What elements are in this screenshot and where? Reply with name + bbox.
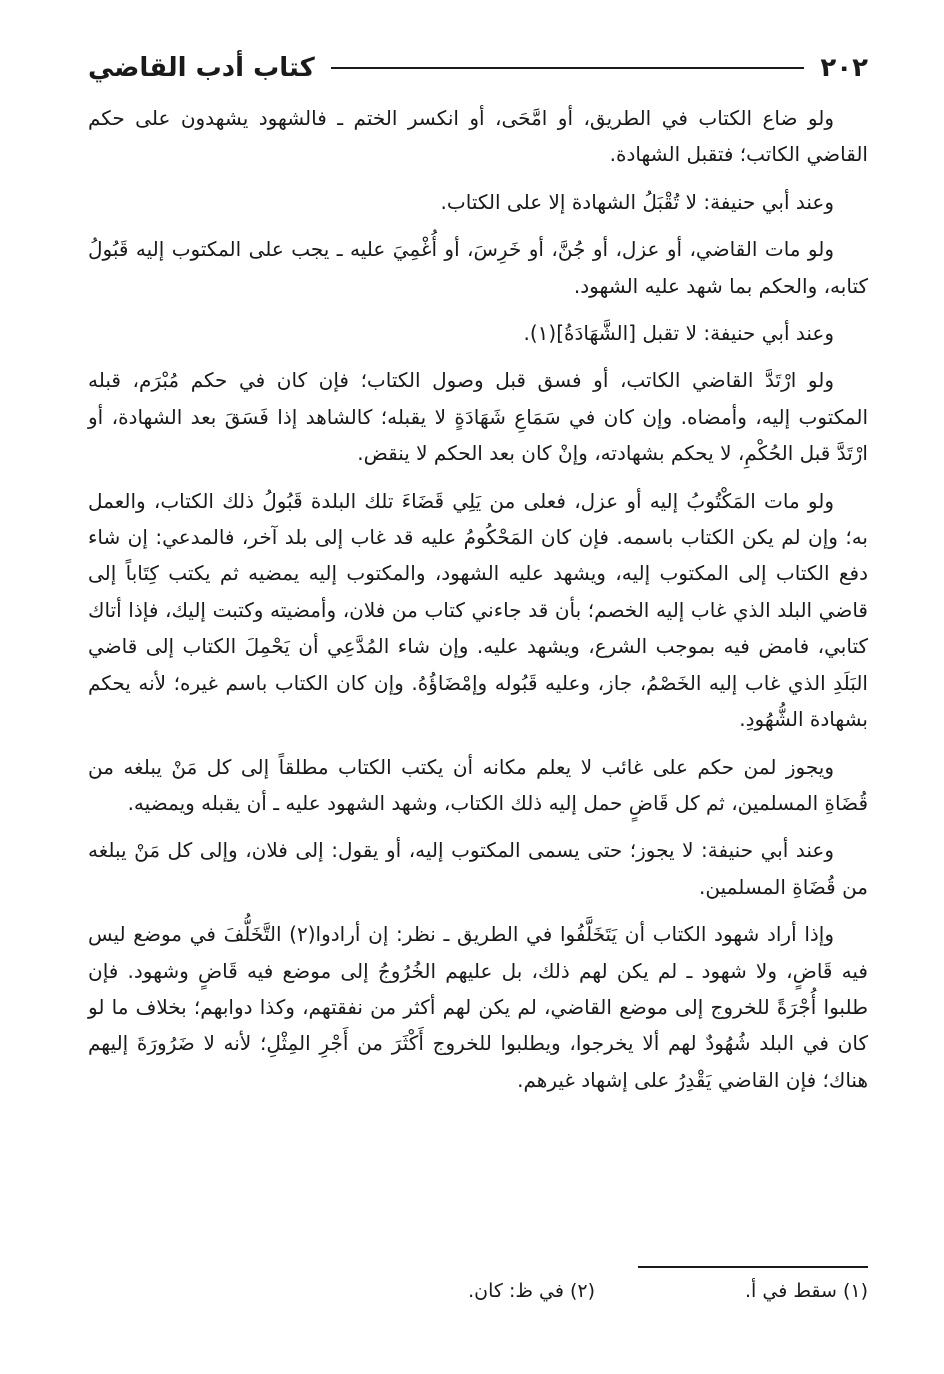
paragraph: وعند أبي حنيفة: لا تُقْبَلُ الشهادة إلا على الكتاب.: [440, 189, 834, 214]
footnote: (٢) في ظ: كان.: [468, 1280, 596, 1302]
paragraph: وعند أبي حنيفة: لا يجوز؛ حتى يسمى المكتوب إليه، أو يقول: إلى فلان، وإلى كل مَنْ يبلغه من قُضَاةِ المسلمين.: [88, 838, 868, 899]
paragraph: وعند أبي حنيفة: لا تقبل [الشَّهَادَةُ](١).: [523, 321, 834, 346]
footnotes: [88, 1280, 868, 1302]
page-number: ٢٠٢: [820, 53, 868, 83]
paragraph: ولو مات القاضي، أو عزل، أو جُنَّ، أو خَرِسَ، أو أُغْمِيَ عليه ـ يجب على المكتوب إليه قَبُولُ كتابه، والحكم بما شهد عليه الشهود.: [88, 237, 868, 298]
paragraph: ولو ارْتَدَّ القاضي الكاتب، أو فسق قبل وصول الكتاب؛ فإن كان في حكم مُبْرَم، قبله المكتوب إليه، وأمضاه. وإن كان في سَمَاعِ شَهَادَةٍ لا يقبله؛ كالشاهد إذا فَسَقَ بعد الشهادة، أو ارْتَدَّ قبل الحُكْمِ، لا يحكم بشهادته، وإنْ كان بعد الحكم لا ينقض.: [88, 368, 868, 466]
main-text: [88, 100, 868, 1109]
page-header: [88, 46, 868, 90]
paragraph: وإذا أراد شهود الكتاب أن يَتَخَلَّفُوا في الطريق ـ نظر: إن أرادوا(٢) التَّخَلُّفَ في موضع ليس فيه قَاضٍ، ولا شهود ـ لم يكن لهم ذلك، بل عليهم الخُرُوجُ إلى موضع فيه قَاضٍ وشهود. فإن طلبوا أُجْرَةً للخروج إلى موضع القاضي، لم يكن لهم أكثر من نفقتهم، وكذا دوابهم؛ بخلاف ما لو كان في البلد شُهُودٌ لهم ألا يخرجوا، ويطلبوا للخروج أَكْثَرَ من أَجْرِ المِثْلِ؛ لأنه لا ضَرُورَةَ إليهم هناك؛ فإن القاضي يَقْدِرُ على إشهاد غيرهم.: [88, 922, 868, 1092]
paragraph: ولو مات المَكْتُوبُ إليه أو عزل، فعلى من يَلِي قَضَاءَ تلك البلدة قَبُولُ ذلك الكتاب، والعمل به؛ وإن لم يكن الكتاب باسمه. فإن كان المَحْكُومُ عليه قد غاب إلى بلد آخر، فالمدعي: إن شاء دفع الكتاب إلى المكتوب إليه، ويشهد عليه الشهود، والمكتوب إليه يمضيه ثم يكتب كِتَاباً إلى قاضي البلد الذي غاب إليه الخصم؛ بأن قد جاءني كتاب من فلان، وأمضيته وكتبت إليك، فإذا أتاك كتابي، فامض فيه بموجب الشرع، ويشهد عليه. وإن شاء المُدَّعِي أن يَحْمِلَ الكتاب إلى قاضي البَلَدِ الذي غاب إليه الخَصْمُ، جاز، وعليه قَبُوله وإمْضَاؤُهُ. وإن كان الكتاب باسم غيره؛ لأنه يحكم بشهادة الشُّهُودِ.: [88, 488, 868, 732]
header-rule: [331, 67, 805, 69]
footnote: (١) سقط في أ.: [745, 1280, 868, 1302]
paragraph: ويجوز لمن حكم على غائب لا يعلم مكانه أن يكتب الكتاب مطلقاً إلى كل مَنْ يبلغه من قُضَاةِ المسلمين، ثم كل قَاضٍ حمل إليه ذلك الكتاب، وشهد الشهود عليه ـ أن يقبله ويمضيه.: [88, 754, 868, 815]
paragraph: ولو ضاع الكتاب في الطريق، أو امَّحَى، أو انكسر الختم ـ فالشهود يشهدون على حكم القاضي الكاتب؛ فتقبل الشهادة.: [88, 106, 868, 167]
footnote-separator: [638, 1266, 868, 1268]
running-title: كتاب أدب القاضي: [88, 53, 315, 83]
